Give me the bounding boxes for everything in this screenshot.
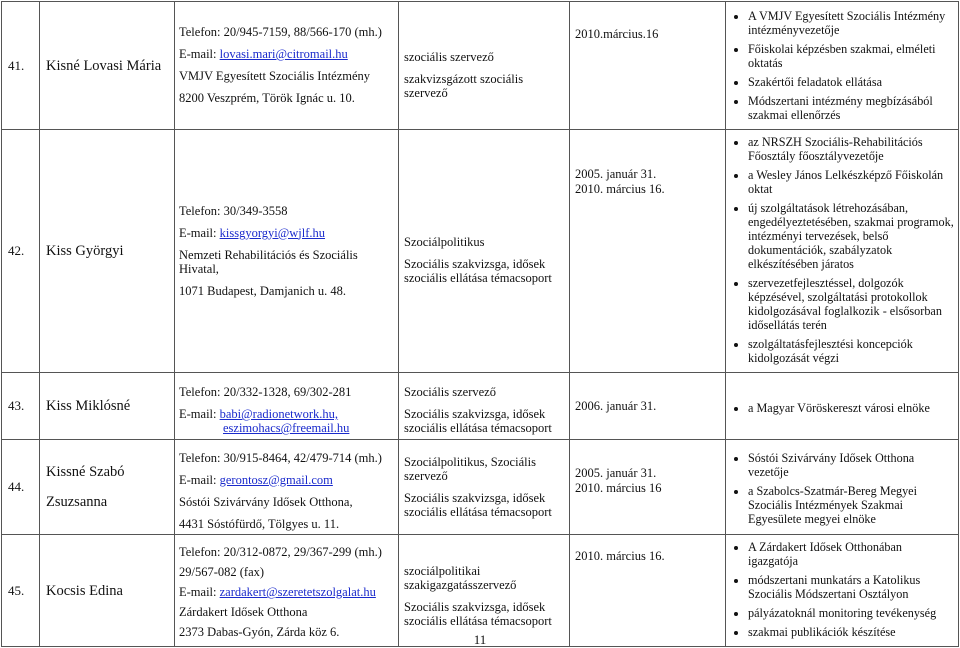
qualification-line: Szociális szervező	[404, 385, 496, 399]
contact-cell	[175, 535, 399, 647]
role-item: • új szolgáltatások létrehozásában, engedélyeztetésében, szakmai programok, intézményi tervezések, belső dokumentációk, szabályzatok elkészítésében járatos	[748, 201, 954, 271]
date-line: 2010. március 16	[575, 481, 662, 495]
dates-cell	[570, 440, 726, 535]
institution-line: Nemzeti Rehabilitációs és Szociális Hivatal,	[179, 247, 358, 276]
email-line	[179, 226, 394, 240]
table-row	[2, 440, 959, 535]
person-name	[40, 2, 175, 130]
entry-number: 45.	[2, 535, 40, 647]
email-label: E-mail:	[179, 47, 220, 61]
entry-number: 44.	[2, 440, 40, 535]
role-item: • szervezetfejlesztéssel, dolgozók képzésével, szolgáltatási protokollok kidolgozásával foglalkozik - elsősorban idősellátás terén	[748, 276, 954, 332]
contact-cell	[175, 440, 399, 535]
date-line: 2010. március 16.	[575, 549, 665, 563]
person-name	[40, 535, 175, 647]
fax-line: 29/567-082 (fax)	[179, 565, 265, 579]
qualification-line: szakvizsgázott szociális szervező	[404, 71, 524, 100]
qualification-line: Szociális szakvizsga, idősek szociális ellátása témacsoport	[404, 407, 552, 435]
person-name-line: Kisné Lovasi Mária	[46, 57, 162, 74]
address-line: 8200 Veszprém, Török Ignác u. 10.	[179, 91, 355, 105]
qualification-line: szociális szervező	[404, 49, 494, 64]
email-line	[179, 47, 394, 61]
roles-cell	[726, 440, 959, 535]
roles-list	[730, 451, 954, 526]
role-item: • szakmai publikációk készítése	[748, 625, 954, 639]
address-line: 4431 Sóstófürdő, Tölgyes u. 11.	[179, 516, 340, 531]
email-link[interactable]: babi@radionetwork.hu,	[219, 407, 339, 421]
role-item: • Szakértői feladatok ellátása	[748, 75, 954, 89]
role-item: • Módszertani intézmény megbízásából szakmai ellenőrzés	[748, 94, 954, 122]
roles-list	[730, 135, 954, 365]
role-item: • pályázatoknál monitoring tevékenység	[748, 606, 954, 620]
entry-number: 43.	[2, 373, 40, 440]
institution-line: Zárdakert Idősek Otthona	[179, 605, 308, 619]
table-row	[2, 130, 959, 373]
roles-cell	[726, 373, 959, 440]
page-number: 11	[473, 632, 487, 647]
roles-list	[730, 540, 954, 639]
email-label: E-mail:	[179, 407, 220, 421]
entry-number: 42.	[2, 130, 40, 373]
qualification-cell	[399, 440, 570, 535]
role-item: • A Zárdakert Idősek Otthonában igazgatója	[748, 540, 954, 568]
person-name	[40, 373, 175, 440]
phone-line: Telefon: 20/945-7159, 88/566-170 (mh.)	[179, 25, 382, 39]
qualification-cell	[399, 373, 570, 440]
date-line: 2010. március 16.	[575, 182, 665, 196]
role-item: • a Szabolcs-Szatmár-Bereg Megyei Szociális Intézmények Szakmai Egyesülete megyei elnöke	[748, 484, 954, 526]
qualification-line: Szociálpolitikus	[404, 235, 485, 249]
email-line	[179, 585, 394, 599]
qualification-cell	[399, 130, 570, 373]
role-item: • az NRSZH Szociális-Rehabilitációs Főosztály főosztályvezetője	[748, 135, 954, 163]
date-line: 2005. január 31.	[575, 466, 657, 480]
email-label: E-mail:	[179, 225, 220, 240]
phone-line: Telefon: 20/332-1328, 69/302-281	[179, 385, 352, 399]
entry-number: 41.	[2, 2, 40, 130]
email-line	[179, 407, 394, 421]
person-name-line: Kissné Szabó	[46, 464, 125, 480]
date-line: 2006. január 31.	[575, 398, 657, 413]
date-line: 2005. január 31.	[575, 167, 657, 181]
contact-cell	[175, 130, 399, 373]
table-row	[2, 373, 959, 440]
email-line	[179, 473, 394, 487]
role-item: • Sóstói Szivárvány Idősek Otthona vezetője	[748, 451, 954, 479]
email-link[interactable]: eszimohacs@freemail.hu	[223, 421, 350, 435]
email-label: E-mail:	[179, 472, 220, 487]
email-link[interactable]: zardakert@szeretetszolgalat.hu	[219, 585, 376, 599]
person-name	[40, 130, 175, 373]
dates-cell	[570, 130, 726, 373]
dates-cell	[570, 535, 726, 647]
qualification-line: Szociálpolitikus, Szociális szervező	[404, 454, 536, 483]
person-name-line: Kiss Györgyi	[46, 243, 124, 259]
role-item: • a Wesley János Lelkészképző Főiskolán oktat	[748, 168, 954, 196]
qualification-line: szociálpolitikai szakigazgatásszervező	[404, 563, 517, 592]
email-label: E-mail:	[179, 585, 220, 599]
email-line	[179, 421, 394, 435]
phone-line: Telefon: 30/915-8464, 42/479-714 (mh.)	[179, 450, 382, 465]
expert-register-table	[1, 1, 959, 647]
qualification-cell	[399, 2, 570, 130]
person-name	[40, 440, 175, 535]
roles-cell	[726, 2, 959, 130]
institution-line: VMJV Egyesített Szociális Intézmény	[179, 69, 371, 83]
roles-cell	[726, 130, 959, 373]
phone-line: Telefon: 30/349-3558	[179, 203, 288, 218]
table-row	[2, 535, 959, 647]
qualification-line: Szociális szakvizsga, idősek szociális ellátása témacsoport	[404, 599, 552, 628]
institution-line: Sóstói Szivárvány Idősek Otthona,	[179, 494, 353, 509]
dates-cell	[570, 2, 726, 130]
roles-cell	[726, 535, 959, 647]
dates-cell	[570, 373, 726, 440]
qualification-line: Szociális szakvizsga, idősek szociális ellátása témacsoport	[404, 490, 552, 519]
person-name-line: Kiss Miklósné	[46, 398, 131, 414]
qualification-line: Szociális szakvizsga, idősek szociális ellátása témacsoport	[404, 257, 552, 285]
roles-list	[730, 9, 954, 122]
role-item: • szolgáltatásfejlesztési koncepciók kidolgozását végzi	[748, 337, 954, 365]
contact-cell	[175, 373, 399, 440]
role-item: • a Magyar Vöröskereszt városi elnöke	[748, 401, 954, 415]
phone-line: Telefon: 20/312-0872, 29/367-299 (mh.)	[179, 545, 382, 559]
role-item: • A VMJV Egyesített Szociális Intézmény intézményvezetője	[748, 9, 954, 37]
address-line: 1071 Budapest, Damjanich u. 48.	[179, 283, 346, 298]
email-link[interactable]: lovasi.mari@citromail.hu	[219, 47, 348, 61]
person-name-line: Kocsis Edina	[46, 582, 123, 599]
email-link[interactable]: gerontosz@gmail.com	[219, 472, 333, 487]
person-name-line: Zsuzsanna	[46, 494, 108, 510]
roles-list	[730, 401, 954, 415]
role-item: • Főiskolai képzésben szakmai, elméleti oktatás	[748, 42, 954, 70]
qualification-cell	[399, 535, 570, 647]
contact-cell	[175, 2, 399, 130]
date-line: 2010.március.16	[575, 27, 659, 41]
table-row	[2, 2, 959, 130]
role-item: • módszertani munkatárs a Katolikus Szociális Módszertani Osztályon	[748, 573, 954, 601]
address-line: 2373 Dabas-Gyón, Zárda köz 6.	[179, 625, 340, 639]
email-link[interactable]: kissgyorgyi@wjlf.hu	[219, 225, 326, 240]
